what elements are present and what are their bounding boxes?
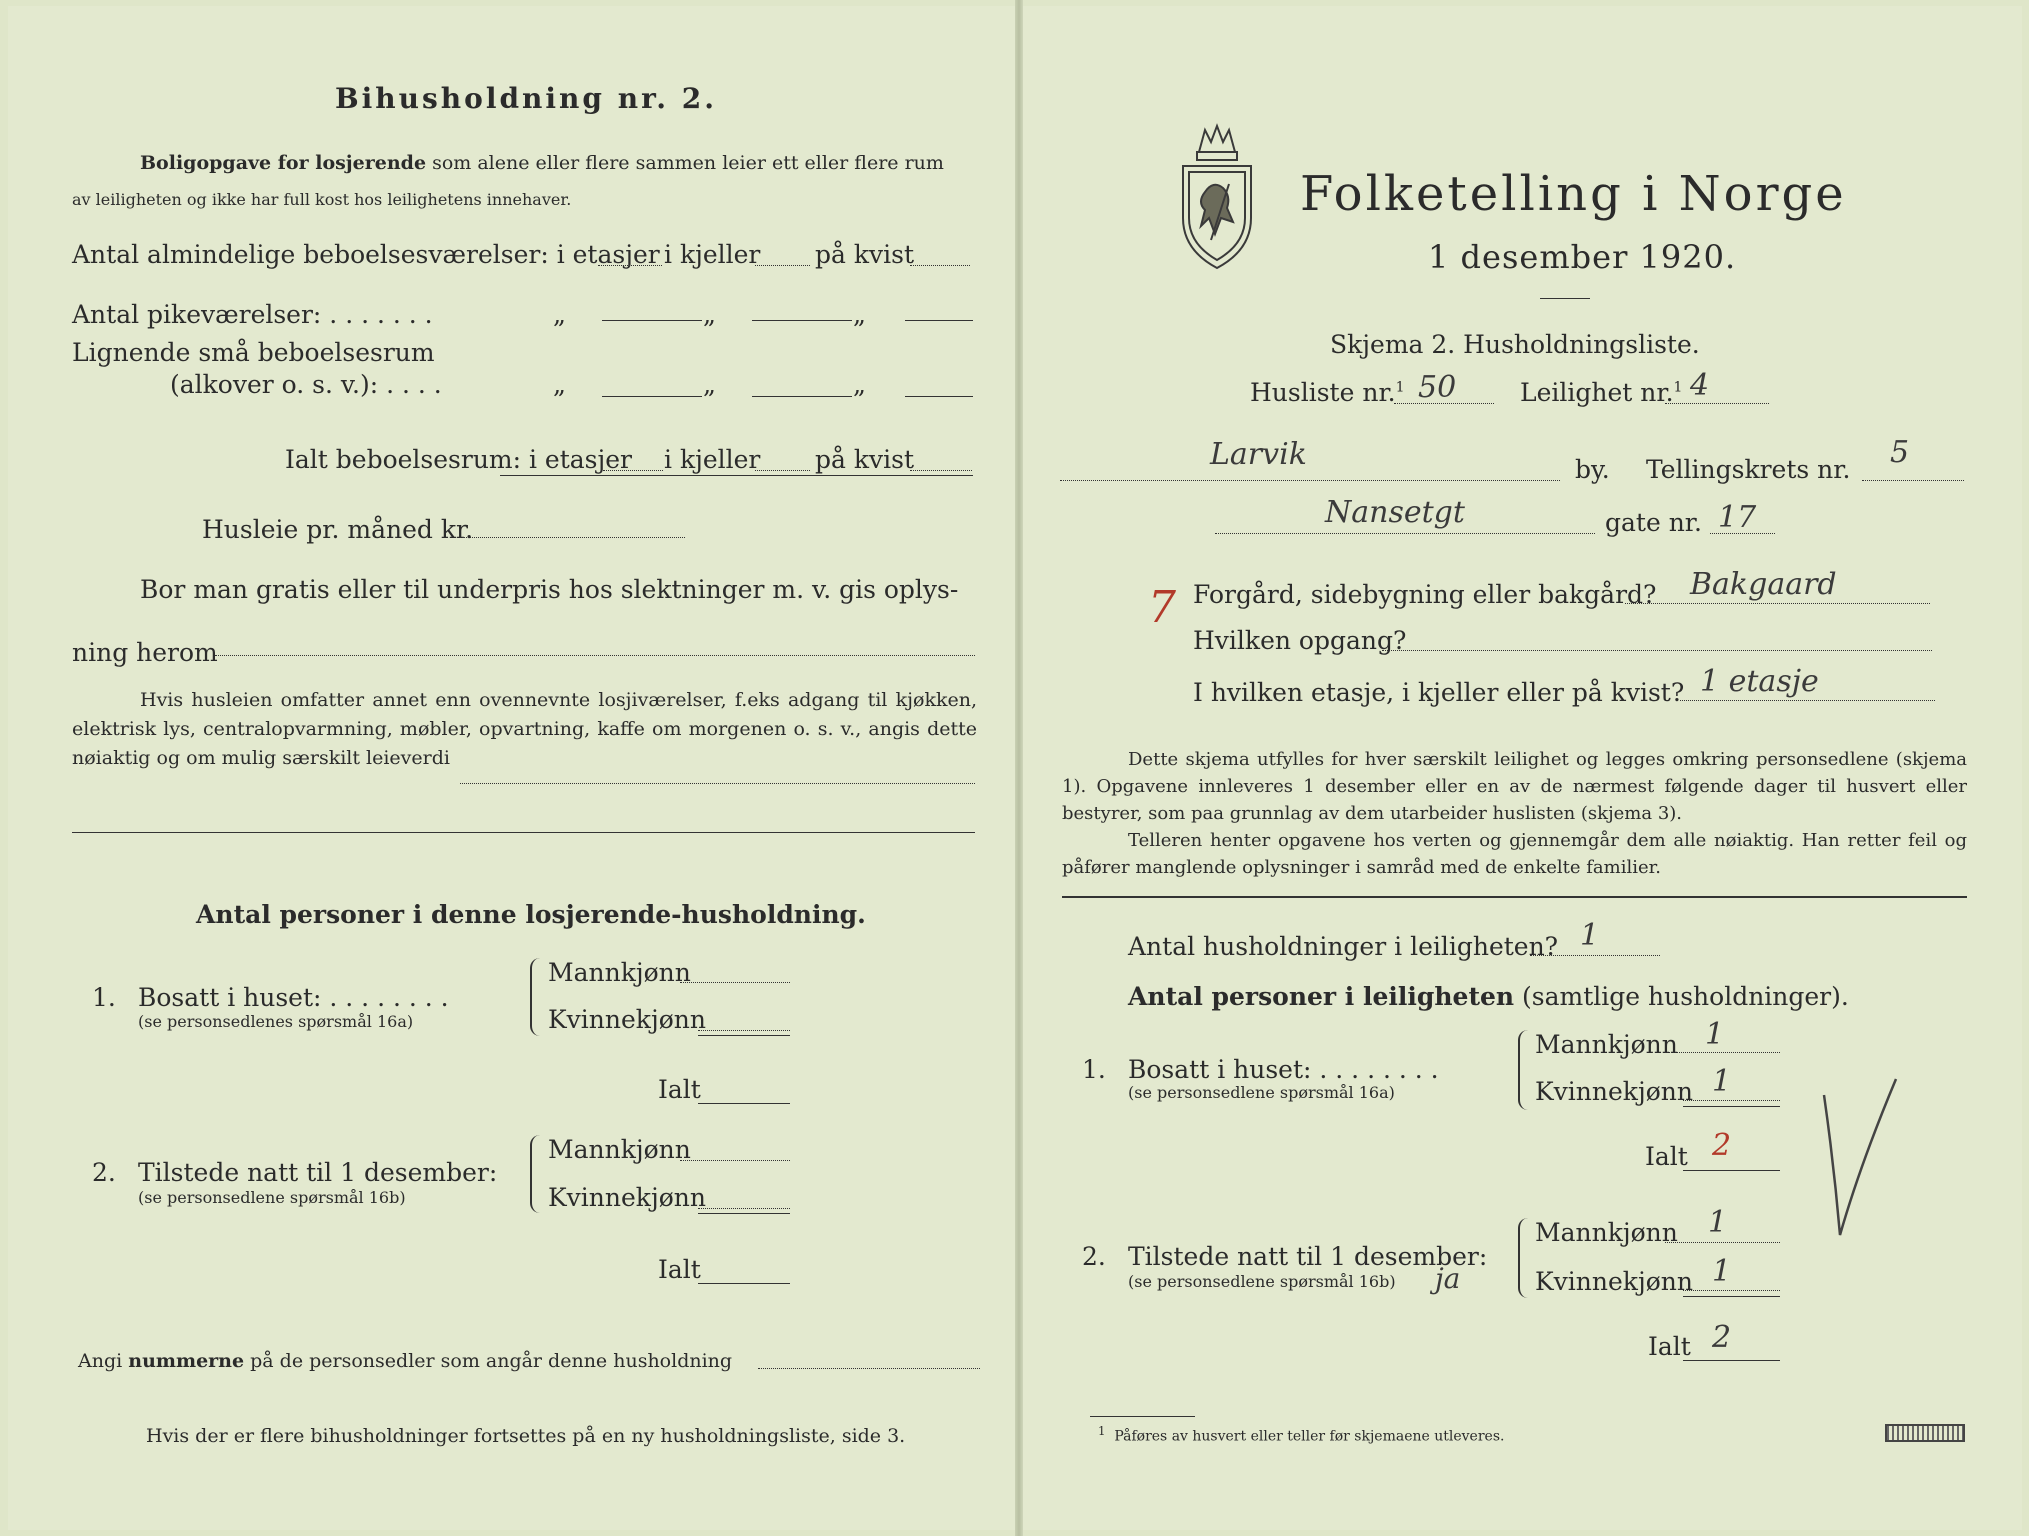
lign-label-2: (alkover o. s. v.): . . . . <box>170 370 442 399</box>
l-tilstede-kvinne-label: Kvinnekjønn <box>548 1183 706 1212</box>
r-tilstede-sub: (se personsedlene spørsmål 16b) <box>1128 1272 1396 1291</box>
husleie-field[interactable] <box>460 537 685 538</box>
ialt-kvist-label: på kvist <box>815 445 914 474</box>
leilighet-value: 4 <box>1690 368 1710 403</box>
r-bosatt-kvinne-label: Kvinnekjønn <box>1535 1077 1693 1106</box>
pike-ditto-1: „ <box>553 300 566 329</box>
husholdninger-value: 1 <box>1580 918 1600 953</box>
footnote: $^1$ Påføres av husvert eller teller før skjemaene utleveres. <box>1098 1424 1505 1445</box>
krets-label: Tellingskrets nr. <box>1646 455 1851 484</box>
left-title: Bihusholdning nr. 2. <box>335 82 717 115</box>
r-tilstede-ialt-field[interactable] <box>1683 1360 1780 1361</box>
r-tilstede-num: 2. <box>1082 1242 1106 1271</box>
r-bosatt-num: 1. <box>1082 1055 1106 1084</box>
l-tilstede-kvinne-rule <box>698 1213 790 1214</box>
norway-coat-of-arms-icon <box>1175 122 1259 270</box>
l-tilstede-brace <box>530 1135 546 1213</box>
r-bosatt-ialt-label: Ialt <box>1645 1142 1688 1171</box>
husliste-label: Husliste nr.$^1$ <box>1250 378 1405 407</box>
pike-field-2[interactable] <box>752 320 852 321</box>
r-tilstede-brace <box>1518 1218 1534 1298</box>
info-paragraph-2: Telleren henter opgavene hos verten og gjennemgår dem alle nøiaktig. Han retter feil og påfører manglende oplysninger i samråd med de enkelte familier. <box>1062 830 1967 878</box>
gratis-field[interactable] <box>215 655 975 656</box>
printer-stamp-icon <box>1885 1424 1965 1442</box>
lign-ditto-1: „ <box>553 370 566 399</box>
krets-value: 5 <box>1890 435 1910 470</box>
r-bosatt-mann-label: Mannkjønn <box>1535 1030 1678 1059</box>
l-tilstede-ialt-field[interactable] <box>698 1283 790 1284</box>
husholdninger-field[interactable] <box>1530 955 1660 956</box>
r-tilstede-kvinne-label: Kvinnekjønn <box>1535 1267 1693 1296</box>
alm-kjeller-label: i kjeller <box>664 240 761 269</box>
antal-losjerende-heading: Antal personer i denne losjerende-husholdning. <box>196 900 866 929</box>
l-bosatt-ialt-field[interactable] <box>698 1103 790 1104</box>
forgaard-field[interactable] <box>1625 603 1930 604</box>
lign-ditto-3: „ <box>853 370 866 399</box>
lign-ditto-2: „ <box>703 370 716 399</box>
r-tilstede-kvinne-rule <box>1683 1296 1780 1297</box>
angi-line: Angi nummerne på de personsedler som angår denne husholdning <box>78 1350 733 1372</box>
lign-field-1[interactable] <box>602 396 702 397</box>
r-bosatt-kvinne-rule <box>1683 1106 1780 1107</box>
r-tilstede-ialt-value: 2 <box>1712 1320 1732 1355</box>
pike-field-1[interactable] <box>602 320 702 321</box>
etasje-value: 1 etasje <box>1700 664 1819 699</box>
ialt-kjeller-field[interactable] <box>755 470 810 471</box>
r-tilstede-ialt-label: Ialt <box>1648 1332 1691 1361</box>
leilighet-field[interactable] <box>1665 403 1769 404</box>
r-bosatt-ialt-value: 2 <box>1712 1128 1732 1163</box>
r-bosatt-brace <box>1518 1030 1534 1110</box>
antal-leilighet-heading: Antal personer i leiligheten (samtlige husholdninger). <box>1128 982 1849 1011</box>
l-tilstede-mann-label: Mannkjønn <box>548 1135 691 1164</box>
pike-ditto-2: „ <box>703 300 716 329</box>
alm-kvist-field[interactable] <box>910 265 970 266</box>
l-bosatt-mann-label: Mannkjønn <box>548 958 691 987</box>
forgaard-value: Bakgaard <box>1690 567 1837 602</box>
r-bosatt-sub: (se personsedlene spørsmål 16a) <box>1128 1083 1395 1102</box>
l-bosatt-kvinne-field[interactable] <box>698 1030 790 1031</box>
ialt-beboelse-label: Ialt beboelsesrum: i etasjer <box>285 445 633 474</box>
opgang-field[interactable] <box>1382 650 1932 651</box>
l-bosatt-kvinne-label: Kvinnekjønn <box>548 1005 706 1034</box>
right-title: Folketelling i Norge <box>1300 166 1847 222</box>
gate-field[interactable] <box>1215 533 1595 534</box>
alm-etasjer-field[interactable] <box>598 265 662 266</box>
by-label: by. <box>1575 455 1610 484</box>
r-tilstede-mann-field[interactable] <box>1665 1242 1780 1243</box>
r-tilstede-label: Tilstede natt til 1 desember: <box>1128 1242 1488 1271</box>
ialt-kvist-field[interactable] <box>910 470 972 471</box>
check-mark-icon <box>1820 1075 1900 1245</box>
krets-field[interactable] <box>1862 480 1964 481</box>
l-tilstede-num: 2. <box>92 1158 116 1187</box>
lign-field-3[interactable] <box>905 396 973 397</box>
footnote-rule <box>1090 1416 1195 1417</box>
lign-field-2[interactable] <box>752 396 852 397</box>
r-tilstede-mann-value: 1 <box>1708 1205 1728 1240</box>
l-bosatt-label: Bosatt i huset: . . . . . . . . <box>138 983 449 1012</box>
l-tilstede-kvinne-field[interactable] <box>698 1208 790 1209</box>
etasje-field[interactable] <box>1680 700 1935 701</box>
l-bosatt-sub: (se personsedlenes spørsmål 16a) <box>138 1012 414 1031</box>
l-bosatt-num: 1. <box>92 983 116 1012</box>
left-footer: Hvis der er flere bihusholdninger fortsettes på en ny husholdningsliste, side 3. <box>146 1425 906 1447</box>
l-tilstede-label: Tilstede natt til 1 desember: <box>138 1158 498 1187</box>
l-bosatt-ialt-label: Ialt <box>658 1075 701 1104</box>
r-tilstede-kvinne-field[interactable] <box>1683 1290 1780 1291</box>
census-date: 1 desember 1920. <box>1428 238 1737 276</box>
by-field[interactable] <box>1060 480 1560 481</box>
r-bosatt-kvinne-value: 1 <box>1712 1064 1732 1099</box>
r-bosatt-mann-value: 1 <box>1705 1017 1725 1052</box>
husholdninger-label: Antal husholdninger i leiligheten? <box>1128 932 1559 961</box>
alm-label: Antal almindelige beboelsesværelser: i etasjer <box>72 240 660 269</box>
l-bosatt-kvinne-rule <box>698 1035 790 1036</box>
leieverdi-line-2 <box>72 832 975 833</box>
info-paragraph: Dette skjema utfylles for hver særskilt leilighet og legges omkring personsedlene (skjema 1). Opgavene innleveres 1 desember eller en av de nærmest følgende dager til husvert eller bestyrer, som paa grunnlag av dem utarbeider huslisten (skjema 3). <box>1062 749 1967 824</box>
ialt-etasjer-field[interactable] <box>603 470 663 471</box>
leieverdi-field[interactable] <box>460 783 975 784</box>
lign-label-1: Lignende små beboelsesrum <box>72 338 435 367</box>
pike-ditto-3: „ <box>853 300 866 329</box>
alm-kvist-label: på kvist <box>815 240 914 269</box>
ialt-underline <box>500 475 973 476</box>
r-bosatt-kvinne-field[interactable] <box>1683 1100 1780 1101</box>
pike-field-3[interactable] <box>905 320 973 321</box>
intro-line-1: Boligopgave for losjerende som alene eller flere sammen leier ett eller flere rum <box>140 152 944 174</box>
r-bosatt-ialt-field[interactable] <box>1683 1170 1780 1171</box>
title-rule <box>1540 298 1590 299</box>
page-fold <box>1015 0 1023 1536</box>
l-tilstede-sub: (se personsedlene spørsmål 16b) <box>138 1188 406 1207</box>
red-margin-mark: 7 <box>1148 582 1176 633</box>
by-value: Larvik <box>1210 437 1307 472</box>
husliste-value: 50 <box>1418 370 1457 405</box>
gate-nr-value: 17 <box>1718 500 1757 535</box>
alm-kjeller-field[interactable] <box>755 265 810 266</box>
gratis-line-1: Bor man gratis eller til underpris hos slektninger m. v. gis oplys- <box>140 575 959 604</box>
ialt-kjeller-label: i kjeller <box>664 445 761 474</box>
r-tilstede-mann-label: Mannkjønn <box>1535 1218 1678 1247</box>
gate-value: Nansetgt <box>1325 495 1465 530</box>
skjema-label: Skjema 2. Husholdningsliste. <box>1330 330 1700 359</box>
l-tilstede-ialt-label: Ialt <box>658 1255 701 1284</box>
r-ja-mark: ja <box>1435 1262 1461 1295</box>
gate-label: gate nr. <box>1605 508 1702 537</box>
etasje-label: I hvilken etasje, i kjeller eller på kvist? <box>1193 678 1685 707</box>
info-divider <box>1062 896 1967 898</box>
opgang-label: Hvilken opgang? <box>1193 626 1407 655</box>
leilighet-label: Leilighet nr.$^1$ <box>1520 378 1683 407</box>
l-bosatt-brace <box>530 958 546 1036</box>
gratis-line-2: ning herom <box>72 638 218 667</box>
intro-line-2: av leiligheten og ikke har full kost hos leilighetens innehaver. <box>72 190 572 209</box>
r-bosatt-mann-field[interactable] <box>1665 1052 1780 1053</box>
pike-label: Antal pikeværelser: . . . . . . . <box>72 300 433 329</box>
l-tilstede-mann-field[interactable] <box>680 1160 790 1161</box>
r-bosatt-label: Bosatt i huset: . . . . . . . . <box>1128 1055 1439 1084</box>
forgaard-label: Forgård, sidebygning eller bakgård? <box>1193 580 1657 609</box>
husleie-label: Husleie pr. måned kr. <box>202 515 474 544</box>
angi-field[interactable] <box>758 1368 980 1369</box>
l-bosatt-mann-field[interactable] <box>680 982 790 983</box>
r-tilstede-kvinne-value: 1 <box>1712 1254 1732 1289</box>
hvis-paragraph: Hvis husleien omfatter annet enn ovennevnte losjiværelser, f.eks adgang til kjøkken, elektrisk lys, centralopvarmning, møbler, opvartning, kaffe om morgenen o. s. v., angis dette nøiaktig og om mulig særskilt leieverdi <box>72 689 977 769</box>
